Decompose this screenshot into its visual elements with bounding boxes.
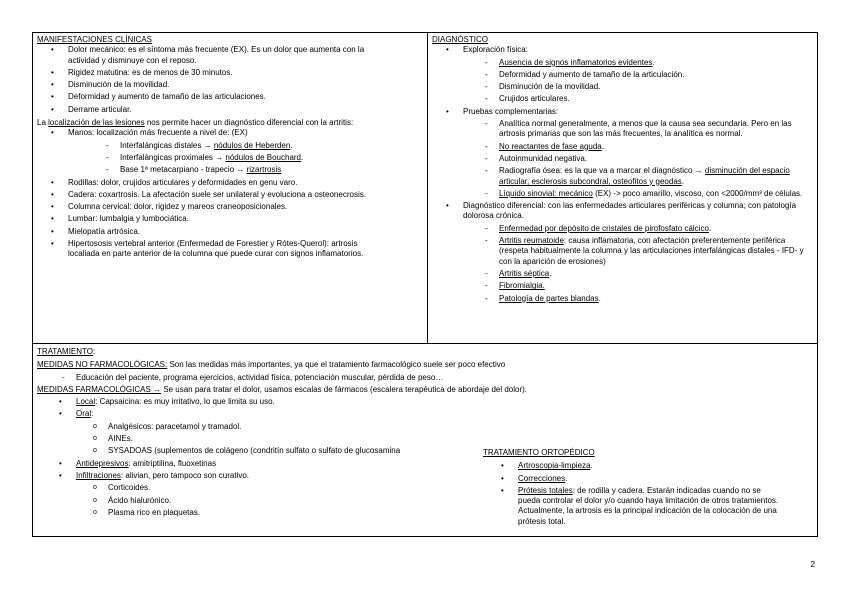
hands-subitem: - Interfalángicas distales → nódulos de Heberden. (120, 141, 388, 151)
differential-subitem: - Artritis séptica. (499, 269, 813, 279)
oral-item: • Oral: (76, 409, 506, 419)
orthopedic-item: • Prótesis totales: de rodilla y cadera. Estarán indicadas cuando no se pueda controlar el dolor y/o cuando haya limitación de otros tratamientos. Actualmente, la artrosis es la principal indicación de la colocación de una prótesis total. (518, 486, 783, 527)
nonpharm-heading: MEDIDAS NO FARMACOLÓGICAS: Son las medidas más importantes, ya que el tratamiento farmacológico suele ser poco efectivo (37, 360, 506, 370)
physical-exam-item: • Exploración física: (463, 45, 813, 55)
oral-subitem: o SYSADOAS (suplementos de colágeno (condritín sulfato o sulfato de glucosamina (108, 446, 506, 456)
infiltration-subitem: o Corticoides. (108, 483, 506, 493)
location-item: • Lumbar: lumbalgia y lumbociática. (68, 214, 388, 224)
hands-item: • Manos: localización más frecuente a nivel de: (EX) (68, 128, 388, 138)
infiltration-subitem: o Plasma rico en plaquetas. (108, 508, 506, 518)
tests-subitem: - No reactantes de fase aguda. (499, 142, 813, 152)
diagnosis-title: DIAGNÓSTICO (432, 35, 489, 44)
clinical-title: MANIFESTACIONES CLÍNICAS (37, 35, 152, 44)
location-item: • Hipertososis vertebral anterior (Enfermedad de Forestier y Rótes-Querol): artrosis localiada en parte anterior de la columna que puede curar con signos inflamatorios. (68, 239, 388, 260)
antidepressant-item: • Antidepresivos: amitriptilina, fluoxetinas (76, 459, 506, 469)
differential-subitem: - Fibromialgia. (499, 281, 813, 291)
clinical-item: • Derrame articular. (68, 105, 388, 115)
location-item: • Rodillas: dolor, crujidos articulares y deformidades en genu varo. (68, 178, 388, 188)
oral-subitem: o Analgésicos: paracetamol y tramadol. (108, 422, 506, 432)
physical-subitem: - Crujidos articulares. (499, 94, 813, 104)
lesion-location-intro: La localización de las lesiones nos permite hacer un diagnóstico diferencial con la artritis: (37, 118, 354, 128)
local-item: • Local: Capsaicina: es muy irritativo, lo que limita su uso. (76, 397, 506, 407)
clinical-section (37, 35, 421, 260)
differential-subitem: - Patología de partes blandas. (499, 294, 813, 304)
column-divider (427, 33, 428, 343)
orthopedic-title: TRATAMIENTO ORTOPÉDICO (483, 448, 595, 457)
orthopedic-item: • Correcciones. (518, 474, 783, 484)
tests-subitem: - Autoinmunidad negativa. (499, 154, 813, 164)
physical-subitem: - Disminución de la movilidad. (499, 82, 813, 92)
tests-subitem: - Analítica normal generalmente, a menos que la causa sea secundaria. Pero en las artrosis primarias que son las más frecuentes, la analítica es normal. (499, 119, 813, 140)
orthopedic-block (483, 448, 783, 527)
row-divider (33, 343, 817, 344)
differential-item: • Diagnóstico diferencial: con las enfermedades articulares periféricas y columna; con patología dolorosa crónica. (463, 201, 813, 222)
orthopedic-item: • Artroscopia-limpieza. (518, 461, 783, 471)
hands-subitem: - Interfalángicas proximales → nódulos de Bouchard. (120, 153, 388, 163)
content-table (32, 32, 818, 537)
physical-subitem: - Ausencia de signos inflamatorios evidentes. (499, 58, 813, 68)
location-item: • Cadera: coxartrosis. La afectación suele ser unilateral y evoluciona a osteonecrosis. (68, 190, 388, 200)
treatment-section (37, 347, 813, 526)
diagnosis-section (432, 35, 815, 304)
clinical-item: • Deformidad y aumento de tamaño de las articulaciones. (68, 92, 388, 102)
hands-subitem: - Base 1ª metacarpiano - trapecio → rizartrosis (120, 165, 388, 175)
physical-subitem: - Deformidad y aumento de tamaño de la articulación. (499, 70, 813, 80)
differential-subitem: - Enfermedad por depósito de cristales de pirofosfato cálcico. (499, 224, 813, 234)
tests-subitem: - Líquido sinovial: mecánico (EX) -> poco amarillo, viscoso, con <2000/mm³ de células. (499, 189, 813, 199)
location-item: • Columna cervical: dolor, rigidez y mareos craneoposicionales. (68, 202, 388, 212)
differential-subitem: - Artritis reumatoide: causa inflamatoria, con afectación preferentemente periférica (respeta habitualmente la columna y las articulaciones interfalángicas distales - IFD- y con la aparición de erosiones) (499, 236, 813, 267)
complementary-tests-item: • Pruebas complementarias: (463, 107, 813, 117)
nonpharm-item: - Educación del paciente, programa ejercicios, actividad física, potenciación muscular, pérdida de peso… (76, 373, 813, 383)
clinical-item: • Rigidez matutina: es de menos de 30 minutos. (68, 68, 388, 78)
clinical-item: • Disminución de la movilidad. (68, 80, 388, 90)
tests-subitem: - Radiografía ósea: es la que va a marcar el diagnóstico → disminución del espacio articular, esclerosis subcondral, osteofitos y geodas. (499, 166, 813, 187)
infiltration-item: • Infiltraciones: alivian, pero tampoco son curativo. (76, 471, 506, 481)
infiltration-subitem: o Ácido hialurónico. (108, 496, 506, 506)
treatment-title: TRATAMIENTO: (37, 347, 96, 356)
page-number: 2 (810, 560, 815, 569)
pharm-heading: MEDIDAS FARMACOLÓGICAS → Se usan para tratar el dolor, usamos escalas de fármacos (escalera terapéutica de abordaje del dolor). (37, 384, 528, 394)
clinical-item: • Dolor mecánico: es el síntoma más frecuente (EX). Es un dolor que aumenta con la actividad y disminuye con el reposo. (68, 45, 388, 66)
location-item: • Mielopatía artrósica. (68, 227, 388, 237)
oral-subitem: o AINEs. (108, 434, 506, 444)
